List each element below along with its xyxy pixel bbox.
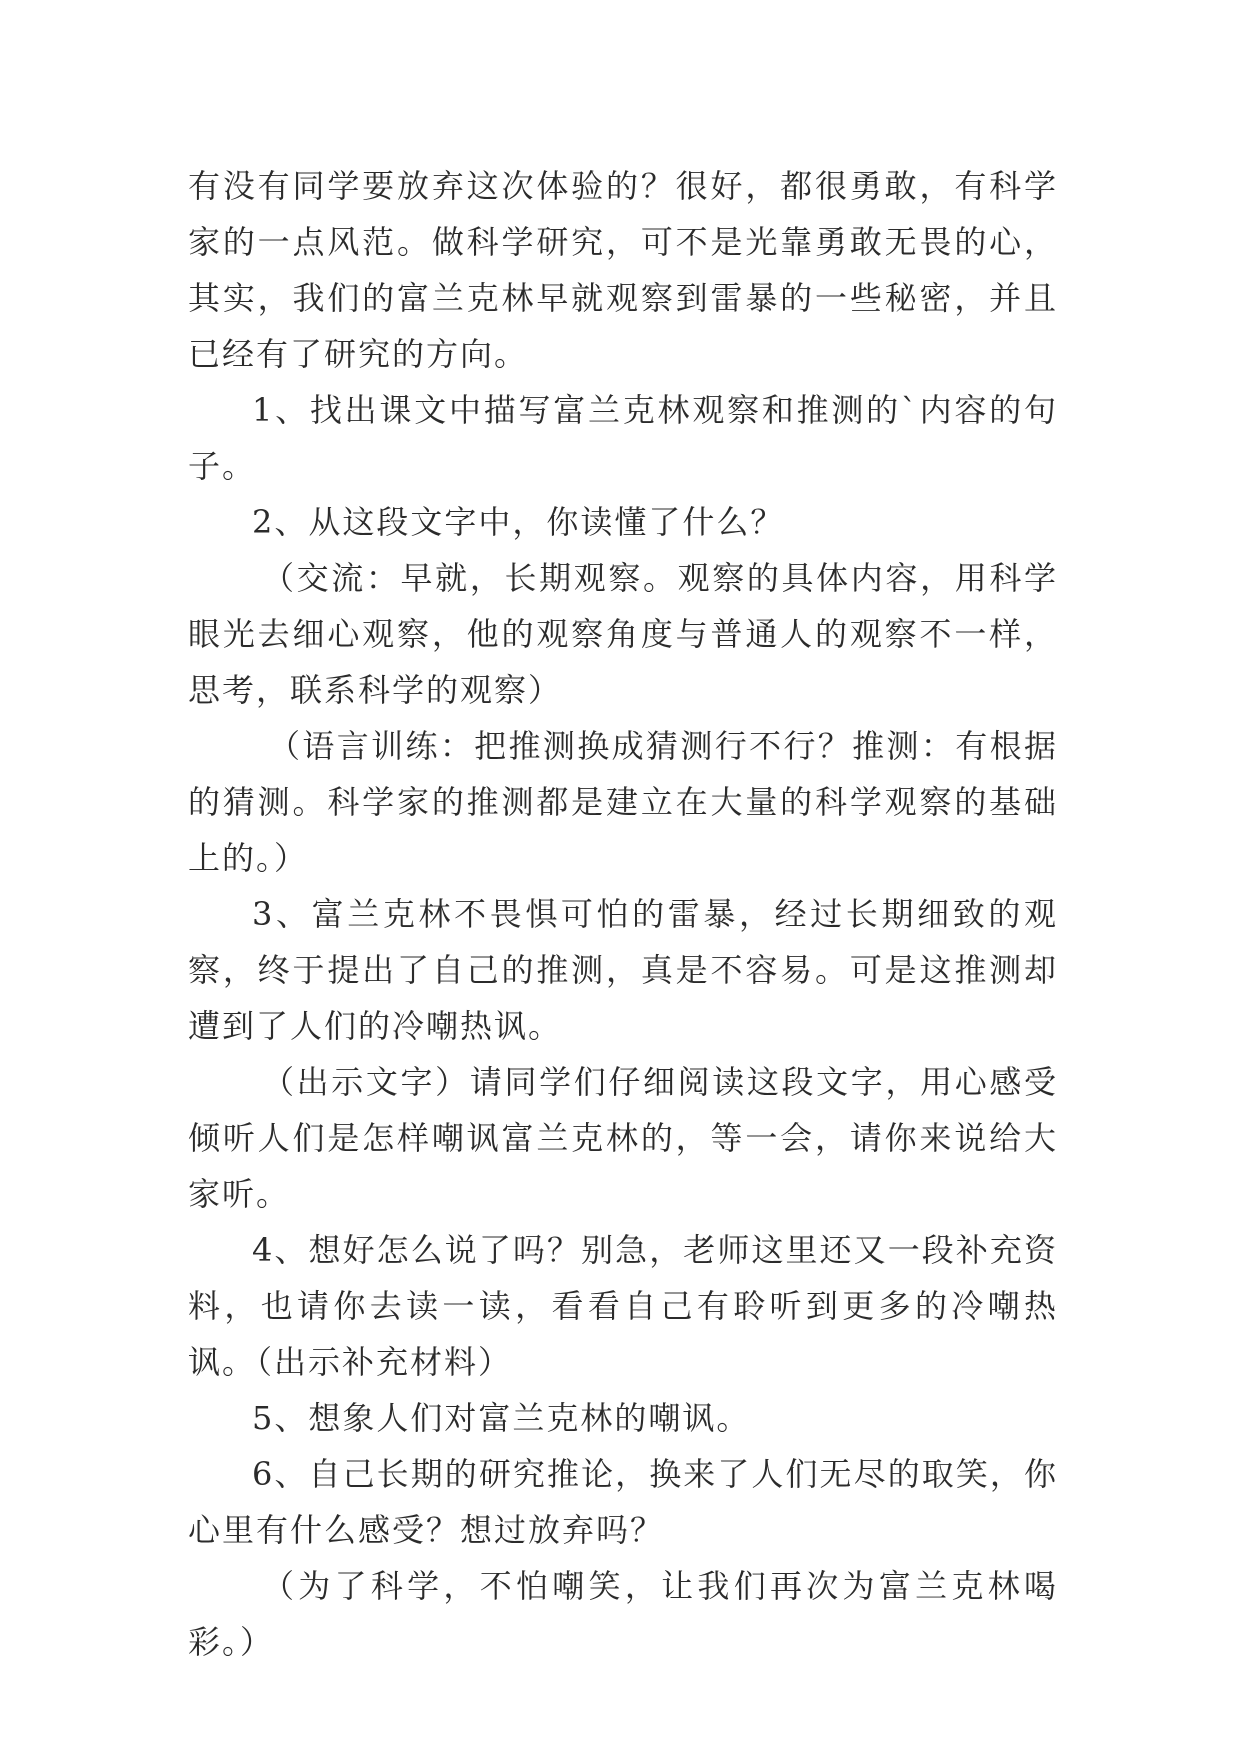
paragraph-exchange-note: （交流：早就，长期观察。观察的具体内容，用科学眼光去细心观察，他的观察角度与普通人的观察不一样，思考，联系科学的观察） (188, 559, 1058, 709)
paragraph-step-5: 5、想象人们对富兰克林的嘲讽。 (252, 1399, 751, 1437)
paragraph-step-1: 1、找出课文中描写富兰克林观察和推测的`内容的句子。 (188, 391, 1058, 485)
paragraph-language-training: （语言训练：把推测换成猜测行不行？推测：有根据的猜测。科学家的推测都是建立在大量的科学观察的基础上的。） (188, 727, 1058, 877)
paragraph-step-2: 2、从这段文字中，你读懂了什么？ (252, 503, 785, 541)
paragraph-step-6: 6、自己长期的研究推论，换来了人们无尽的取笑，你心里有什么感受？想过放弃吗？ (188, 1455, 1058, 1549)
paragraph-intro: 有没有同学要放弃这次体验的？很好，都很勇敢，有科学家的一点风范。做科学研究，可不是光靠勇敢无畏的心，其实，我们的富兰克林早就观察到雷暴的一些秘密，并且已经有了研究的方向。 (188, 167, 1058, 373)
paragraph-step-3: 3、富兰克林不畏惧可怕的雷暴，经过长期细致的观察，终于提出了自己的推测，真是不容易。可是这推测却遭到了人们的冷嘲热讽。 (188, 895, 1058, 1045)
paragraph-step-4: 4、想好怎么说了吗？别急，老师这里还又一段补充资料，也请你去读一读，看看自己有聆听到更多的冷嘲热讽。（出示补充材料） (188, 1231, 1058, 1381)
paragraph-closing: （为了科学，不怕嘲笑，让我们再次为富兰克林喝彩。） (188, 1567, 1058, 1661)
paragraph-show-text: （出示文字）请同学们仔细阅读这段文字，用心感受倾听人们是怎样嘲讽富兰克林的，等一会，请你来说给大家听。 (188, 1063, 1058, 1213)
document-body (188, 158, 1058, 1670)
